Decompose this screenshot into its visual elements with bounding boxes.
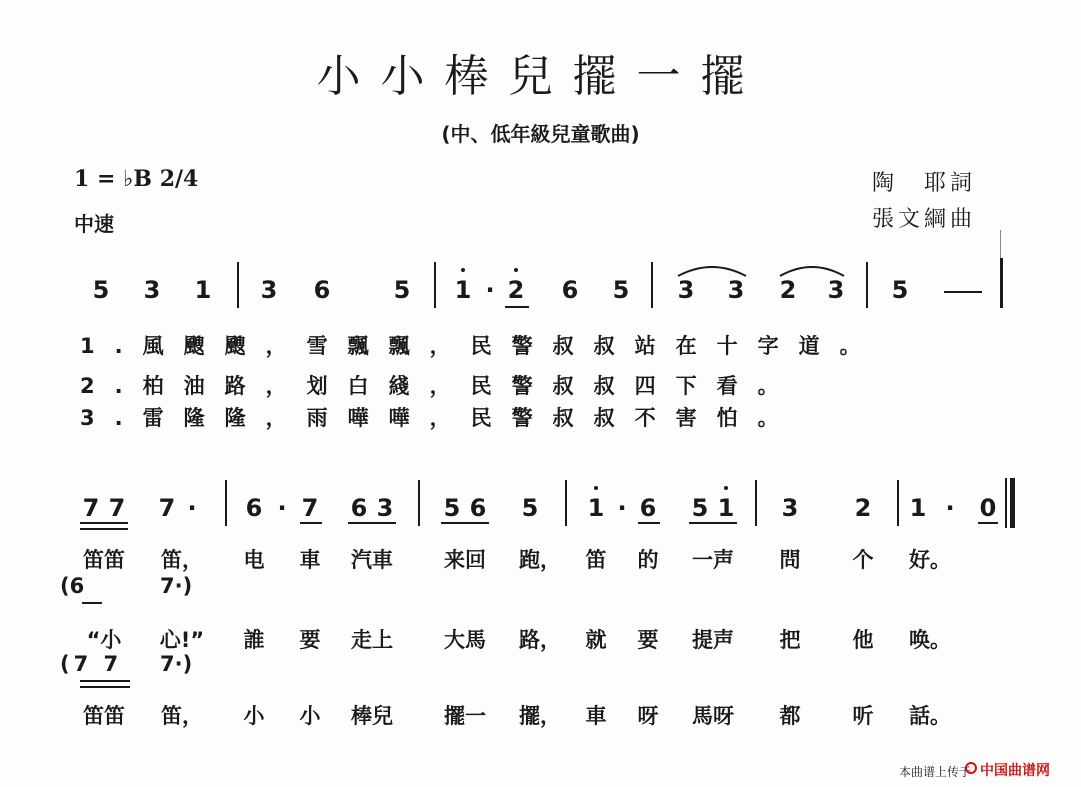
variant-notes-2b: 7·) [160,652,193,676]
lyric-syllable: 笛笛 [83,548,125,572]
note: 5 [691,494,709,522]
barline [434,262,436,308]
barline [1000,258,1003,308]
slur-arc [778,262,846,278]
barline [237,262,239,308]
beam [348,522,396,524]
beam [978,522,998,524]
note: 5 [891,276,909,304]
barline [565,480,567,526]
beam [300,522,322,524]
page-title: 小小棒兒擺一擺 [316,51,765,102]
note: 1 [587,494,605,522]
note: 0 [979,494,997,522]
note-dot: · [617,494,627,522]
key-signature: 1 = ♭B 2/4 [74,166,199,192]
lyric-syllable: 个 [852,548,874,572]
note-dot: · [187,494,197,522]
barline [897,480,899,526]
barline [418,480,420,526]
note: 3 [827,276,845,304]
high-octave-dot [724,486,728,490]
lyric-syllable: 馬呀 [692,704,734,728]
lyric-syllable: 就 [585,628,607,652]
lyric-verse-1: 1.風颼颼，雪飄飄，民警叔叔站在十字道。 [80,334,881,358]
note: 3 [677,276,695,304]
lyric-syllable: 笛 [585,548,607,572]
high-octave-dot [594,486,598,490]
note: 3 [143,276,161,304]
variant-notes-1: (6 [60,574,85,598]
note: 3 [260,276,278,304]
lyric-syllable: 电 [243,548,265,572]
lyric-syllable: 汽車 [351,548,393,572]
lyric-syllable: 問 [779,548,801,572]
note: 2 [507,276,525,304]
lyric-syllable: 要 [299,628,321,652]
note: 6 [313,276,331,304]
variant-beam [80,686,130,688]
variant-beam [80,680,130,682]
barline [225,480,227,526]
note-dot: · [277,494,287,522]
lyric-syllable: 擺， [519,704,561,728]
barline [755,480,757,526]
note: 3 [781,494,799,522]
lyric-syllable: 唤。 [909,628,951,652]
composer-credit: 張文綱曲 [872,207,977,232]
tie-arc [676,262,748,278]
lyric-syllable: 好。 [909,548,951,572]
lyric-syllable: 話。 [909,704,951,728]
note: 6 [469,494,487,522]
beam [80,522,128,524]
lyric-syllable: 小 [299,704,321,728]
note: 6 [561,276,579,304]
note: 3 [376,494,394,522]
note-dot: · [945,494,955,522]
lyric-syllable: 把 [779,628,801,652]
lyric-syllable: 跑， [519,548,561,572]
lyric-syllable: 擺一 [444,704,486,728]
lyric-syllable: 車 [585,704,607,728]
note: 7 [301,494,319,522]
barline [651,262,653,308]
lyric-syllable: 他 [852,628,874,652]
dash-extension [944,291,982,293]
margin-mark [1000,230,1001,260]
upload-note: 本曲谱上传于 [898,765,971,779]
subtitle: (中、低年級兒童歌曲) [441,122,640,146]
logo-icon [965,762,977,774]
final-barline-thick [1010,478,1015,528]
note: 2 [779,276,797,304]
note: 5 [521,494,539,522]
note: 1 [909,494,927,522]
lyric-syllable: 笛， [161,548,203,572]
lyric-syllable: 呀 [637,704,659,728]
note: 5 [92,276,110,304]
beam [441,522,489,524]
lyric-verse-2: 2.柏油路，划白綫，民警叔叔四下看。 [80,374,799,398]
beam [638,522,660,524]
note: 1 [194,276,212,304]
note: 7 [108,494,126,522]
note: 7 [82,494,100,522]
tempo-marking: 中速 [74,212,114,236]
note: 1 [454,276,472,304]
lyric-syllable: 小 [243,704,265,728]
high-octave-dot [461,268,465,272]
note: 3 [727,276,745,304]
lyric-syllable: 来回 [444,548,486,572]
variant-notes-1b: 7·) [160,574,193,598]
lyric-syllable: 听 [852,704,874,728]
variant-notes-2: (7 7 [60,652,123,676]
lyric-syllable: 棒兒 [351,704,393,728]
beam [80,528,128,530]
beam [505,306,529,308]
lyric-syllable: “小 [86,628,122,652]
high-octave-dot [514,268,518,272]
note: 5 [393,276,411,304]
variant-beam [82,602,102,604]
note: 5 [443,494,461,522]
site-logo[interactable]: 中国曲谱网 [980,763,1050,779]
note-dot: · [485,276,495,304]
lyric-syllable: 車 [299,548,321,572]
lyric-syllable: 笛笛 [83,704,125,728]
note: 7 [158,494,176,522]
note: 6 [639,494,657,522]
beam [689,522,737,524]
note: 5 [612,276,630,304]
lyric-syllable: 心!” [159,628,205,652]
lyric-syllable: 要 [637,628,659,652]
lyric-syllable: 一声 [692,548,734,572]
lyric-syllable: 誰 [243,628,265,652]
lyric-syllable: 提声 [692,628,734,652]
lyricist-credit: 陶 耶詞 [872,171,977,196]
lyric-syllable: 的 [637,548,659,572]
note: 2 [854,494,872,522]
lyric-syllable: 都 [779,704,801,728]
barline [866,262,868,308]
lyric-syllable: 走上 [351,628,393,652]
final-barline-thin [1005,478,1007,528]
lyric-syllable: 路， [519,628,561,652]
lyric-syllable: 大馬 [444,628,486,652]
note: 1 [717,494,735,522]
lyric-syllable: 笛， [161,704,203,728]
lyric-verse-3: 3.雷隆隆，雨嘩嘩，民警叔叔不害怕。 [80,406,799,430]
note: 6 [245,494,263,522]
note: 6 [350,494,368,522]
